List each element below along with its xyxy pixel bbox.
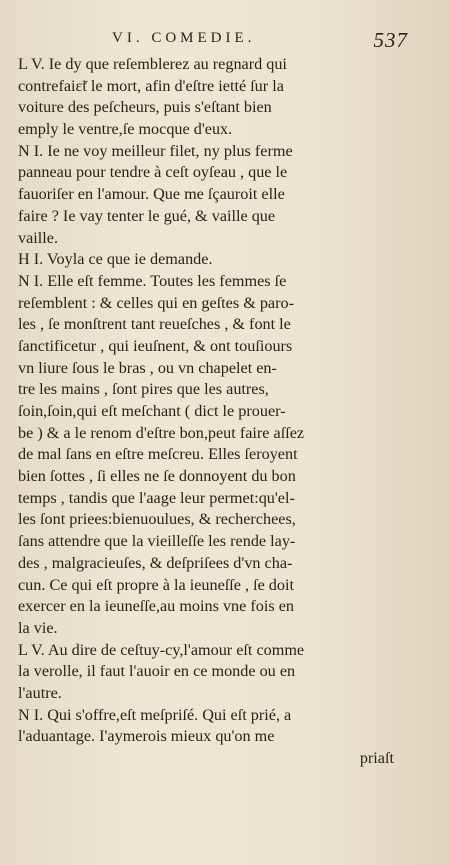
text-line: temps , tandis que l'aage leur permet:qu'el- (18, 488, 295, 507)
text-line: les , ſe monſtrent tant reueſches , & font le (18, 315, 291, 334)
text-line: vn liure ſous le bras , ou vn chapelet en- (18, 358, 277, 377)
text-line: exercer en la ieuneſſe,au moins vne fois en (18, 597, 294, 616)
text-line: la vie. (18, 618, 58, 637)
text-line: la verolle, il faut l'auoir en ce monde ou en (18, 662, 296, 681)
text-line: l'aduantage. I'aymerois mieux qu'on me (18, 727, 275, 746)
text-line: reſemblent : & celles qui en geſtes & paro- (18, 293, 294, 312)
text-line: N I. Qui s'offre,eſt meſpriſé. Qui eſt prié, a (18, 705, 292, 724)
text-line: N I. Elle eſt femme. Toutes les femmes ſe (18, 271, 287, 290)
text-line: de mal ſans en eſtre meſcreu. Elles ſeroyent (18, 445, 298, 464)
catchword: priaſt (359, 749, 394, 767)
text-line: voiture des peſcheurs, puis s'eſtant bien (18, 98, 272, 117)
text-line: ſanctificetur , qui ieuſnent, & ont touſiours (18, 336, 293, 355)
text-line: ſans attendre que la vieilleſſe les rende lay- (18, 532, 296, 551)
text-line: N I. Ie ne voy meilleur filet, ny plus ferme (18, 141, 293, 160)
text-line: be ) & a le renom d'eſtre bon,peut faire aſſez (18, 423, 305, 442)
text-block (18, 54, 394, 770)
text-line: des , malgracieuſes, & deſpriſees d'vn cha- (18, 553, 293, 572)
text-line: contrefaiɛ̃t le mort, afin d'eſtre ietté ſur la (18, 76, 284, 95)
text-line: les ſont priees:bienuoulues, & recherchees, (18, 510, 296, 529)
text-line: faire ? Ie vay tenter le gué, & vaille que (18, 206, 276, 225)
text-line: L V. Au dire de ceſtuy-cy,l'amour eſt comme (18, 640, 305, 659)
text-line: tre les mains , ſont pires que les autres, (18, 380, 269, 399)
text-line: fauoriſer en l'amour. Que me ſçauroit elle (18, 185, 285, 204)
text-line: cun. Ce qui eſt propre à la ieuneſſe , ſe doit (18, 575, 294, 594)
text-line: H I. Voyla ce que ie demande. (18, 250, 213, 269)
text-line: l'autre. (18, 683, 62, 702)
text-line: bien ſottes , ſi elles ne ſe donnoyent du bon (18, 467, 296, 486)
running-title: VI. COMEDIE. (112, 30, 256, 46)
page-number: 537 (373, 28, 408, 52)
text-line: vaille. (18, 228, 59, 247)
text-line: ſoin,ſoin,qui eſt meſchant ( dict le prouer- (18, 402, 286, 420)
text-line: L V. Ie dy que reſemblerez au regnard qui (18, 55, 287, 73)
text-line: emply le ventre,ſe mocque d'eux. (18, 120, 233, 139)
text-line: panneau pour tendre à ceſt oyſeau , que le (18, 163, 288, 182)
